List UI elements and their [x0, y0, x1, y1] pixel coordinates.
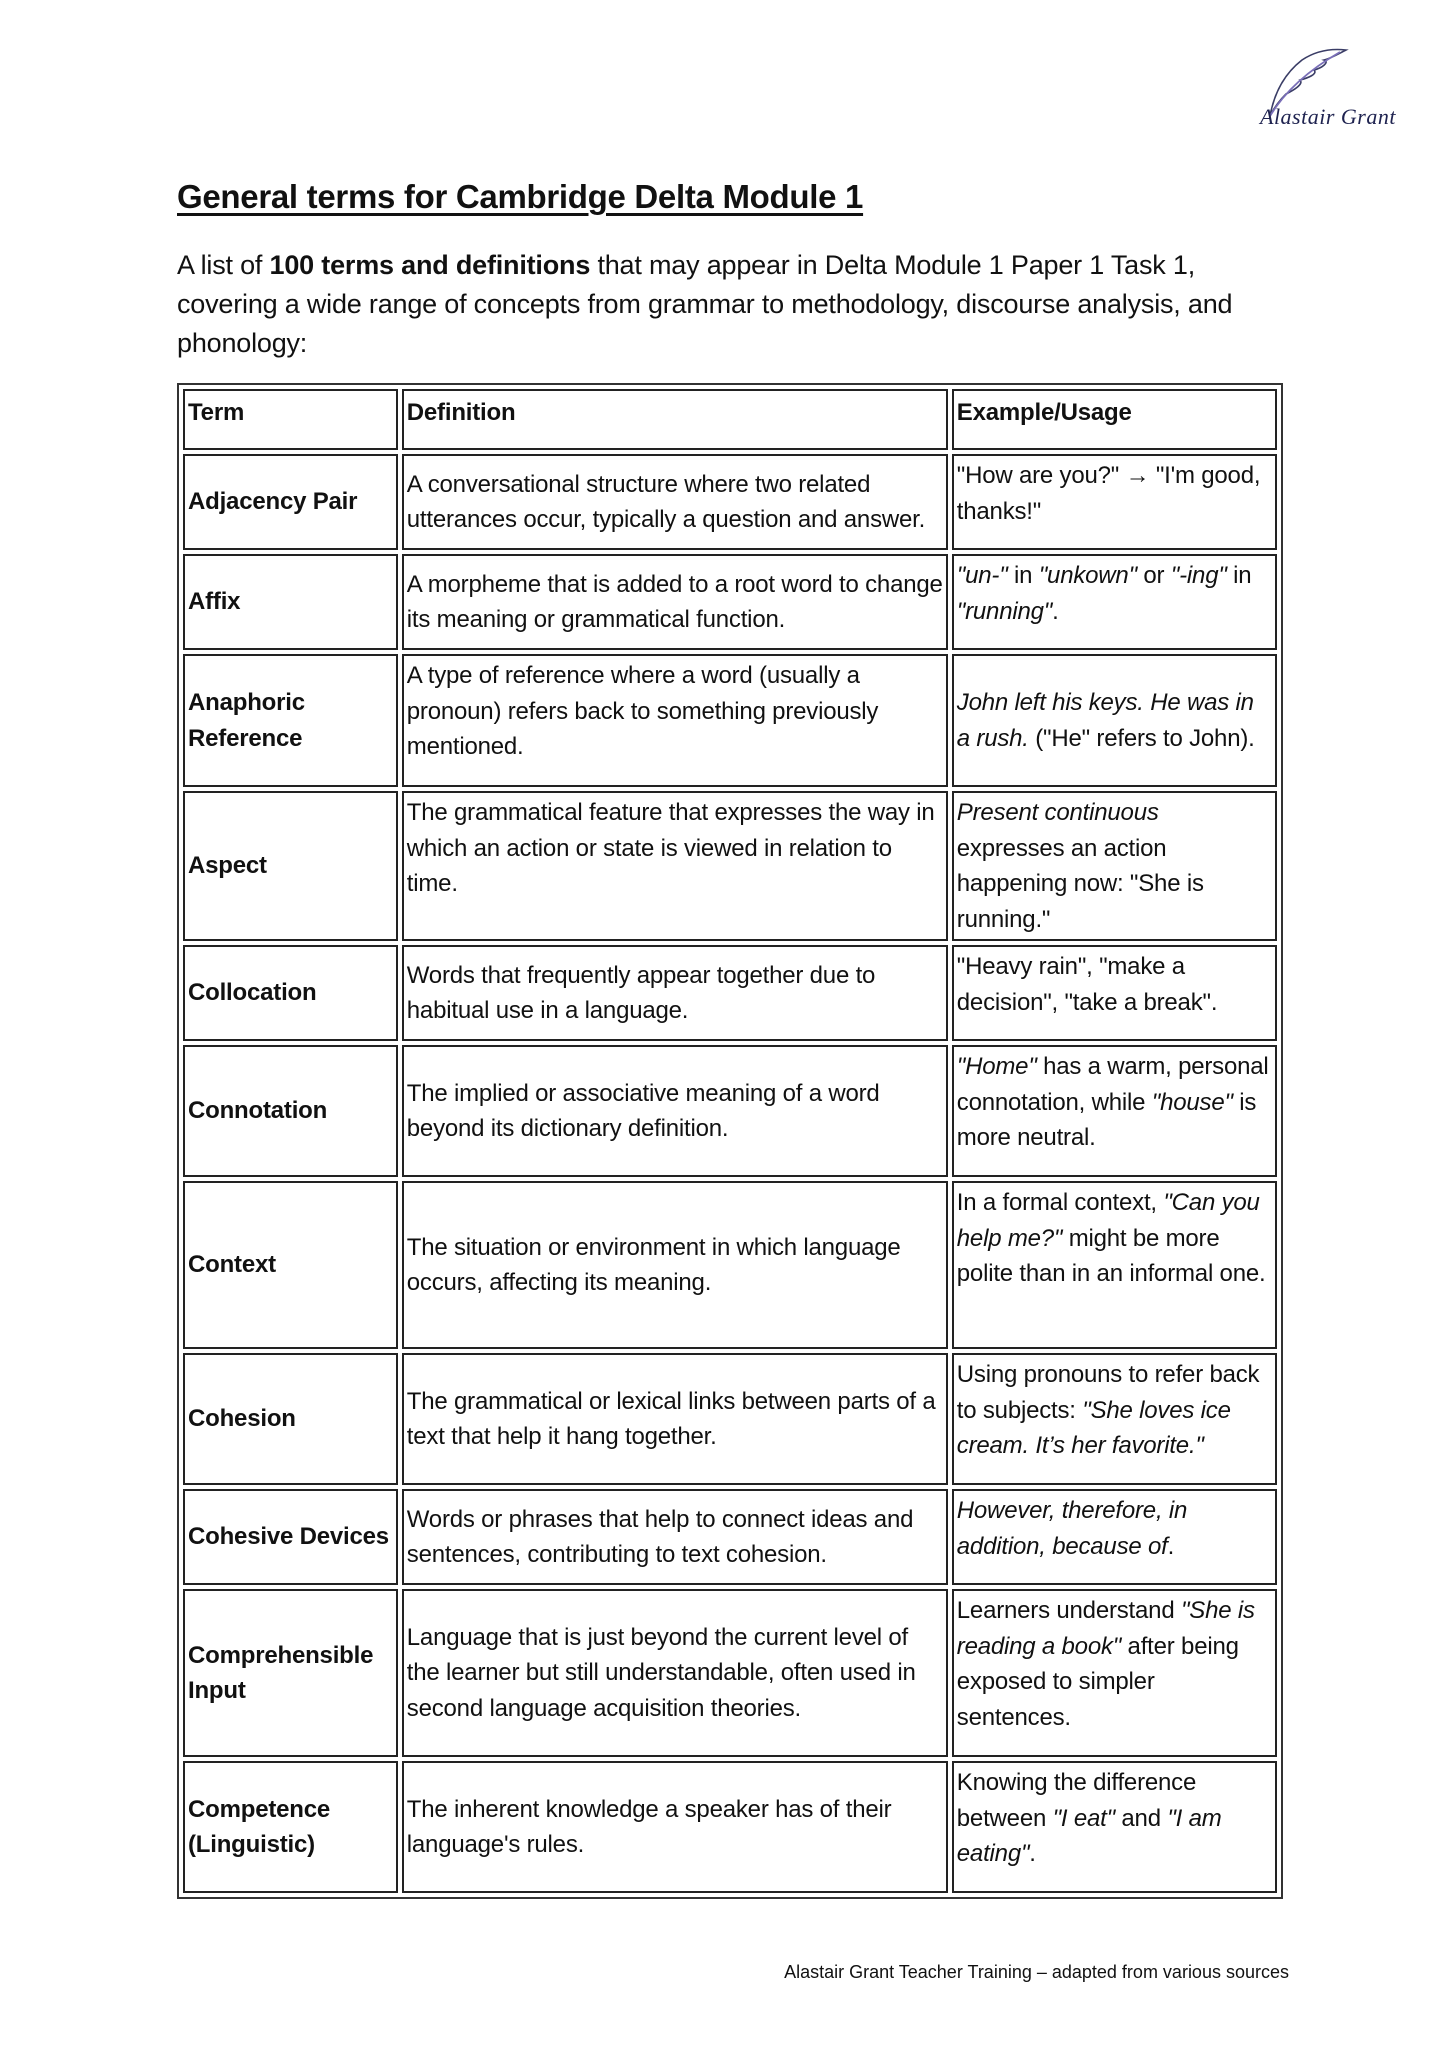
example-italic-text: "She is reading a book" [956, 1597, 1255, 1660]
table-row [183, 554, 1277, 650]
intro-prefix: A list of [177, 250, 270, 280]
example-cell [952, 454, 1277, 550]
table-row [183, 791, 1277, 941]
intro-suffix: that may appear in Delta Module 1 Paper 1 Task 1, covering a wide range of concepts from grammar to methodology, discourse analysis, and phonology: [177, 250, 1233, 358]
example-text: . [1052, 597, 1059, 625]
example-text: after being exposed to simpler sentences. [956, 1632, 1239, 1731]
example-italic-text: However, therefore, in addition, because of [956, 1497, 1188, 1560]
definition-cell: Words that frequently appear together due to habitual use in a language. [402, 945, 948, 1041]
definition-cell: A type of reference where a word (usually a pronoun) refers back to something previously mentioned. [402, 654, 948, 787]
example-text: is more neutral. [956, 1088, 1257, 1151]
term-cell: Comprehensible Input [183, 1589, 398, 1757]
example-text: In a formal context, [956, 1189, 1164, 1216]
example-cell [952, 1489, 1277, 1585]
example-cell [952, 1589, 1277, 1757]
term-cell: Competence (Linguistic) [183, 1761, 398, 1893]
table-row [183, 1489, 1277, 1585]
example-cell [952, 1353, 1277, 1485]
definition-cell: The situation or environment in which language occurs, affecting its meaning. [402, 1181, 948, 1349]
example-text: . [1029, 1840, 1036, 1867]
term-cell: Connotation [183, 1045, 398, 1177]
page-title: General terms for Cambridge Delta Module 1 [177, 178, 864, 215]
example-italic-text: "unkown" [1038, 562, 1137, 589]
logo-text: Alastair Grant [1260, 104, 1396, 129]
example-cell [952, 1761, 1277, 1893]
example-text: Using pronouns to refer back to subjects: [956, 1361, 1260, 1424]
example-cell [952, 654, 1277, 787]
definition-cell: The implied or associative meaning of a word beyond its dictionary definition. [402, 1045, 948, 1177]
example-text: Learners understand [956, 1597, 1181, 1624]
example-cell [952, 791, 1277, 941]
table-header-row [183, 389, 1277, 450]
example-cell [952, 1045, 1277, 1177]
definition-cell: The grammatical feature that expresses the way in which an action or state is viewed in relation to time. [402, 791, 948, 941]
example-text: "Heavy rain", "make a decision", "take a break". [956, 953, 1218, 1016]
example-italic-text: "-ing" [1170, 562, 1227, 589]
example-italic-text: "I am eating" [956, 1804, 1222, 1867]
table-row [183, 654, 1277, 787]
definition-cell: Words or phrases that help to connect ideas and sentences, contributing to text cohesion. [402, 1489, 948, 1585]
example-cell [952, 945, 1277, 1041]
header-term: Term [183, 389, 398, 450]
example-italic-text: "Can you help me?" [956, 1189, 1260, 1252]
term-cell: Adjacency Pair [183, 454, 398, 550]
definition-cell: A morpheme that is added to a root word to change its meaning or grammatical function. [402, 554, 948, 650]
header-definition: Definition [402, 389, 948, 450]
term-cell: Cohesion [183, 1353, 398, 1485]
example-text: in [1007, 562, 1039, 589]
example-italic-text: John left his keys. He was in a rush. [956, 689, 1254, 752]
table-row [183, 1181, 1277, 1349]
definition-cell: A conversational structure where two related utterances occur, typically a question and answer. [402, 454, 948, 550]
example-cell [952, 554, 1277, 650]
example-italic-text: "un-" [956, 562, 1008, 589]
term-cell: Anaphoric Reference [183, 654, 398, 787]
term-cell: Aspect [183, 791, 398, 941]
example-text: has a warm, personal connotation, while [956, 1053, 1269, 1116]
terms-table [177, 383, 1283, 1899]
definition-cell: The grammatical or lexical links between parts of a text that help it hang together. [402, 1353, 948, 1485]
example-text: Knowing the difference between [956, 1769, 1197, 1832]
example-text: or [1136, 562, 1171, 589]
definition-cell: Language that is just beyond the current level of the learner but still understandable, often used in second language acquisition theories. [402, 1589, 948, 1757]
term-cell: Collocation [183, 945, 398, 1041]
table-row [183, 1589, 1277, 1757]
table-row [183, 454, 1277, 550]
example-text: expresses an action happening now: "She is running." [956, 834, 1204, 933]
example-text: might be more polite than in an informal one. [956, 1224, 1266, 1287]
logo [1240, 44, 1415, 139]
example-text: . [1167, 1532, 1175, 1560]
term-cell: Affix [183, 554, 398, 650]
table-row [183, 1045, 1277, 1177]
example-italic-text: "I eat" [1052, 1804, 1115, 1832]
term-cell: Cohesive Devices [183, 1489, 398, 1585]
example-text: in [1226, 562, 1252, 589]
example-italic-text: "She loves ice cream. It’s her favorite." [956, 1396, 1231, 1459]
example-italic-text: "Home" [956, 1053, 1037, 1080]
example-text: and [1114, 1804, 1168, 1832]
definition-cell: The inherent knowledge a speaker has of their language's rules. [402, 1761, 948, 1893]
intro-bold: 100 terms and definitions [269, 250, 591, 280]
example-text: ("He" refers to John). [1028, 724, 1255, 752]
example-text: "How are you?" → "I'm good, thanks!" [956, 462, 1261, 525]
table-row [183, 1761, 1277, 1893]
header-example: Example/Usage [952, 389, 1277, 450]
example-cell [952, 1181, 1277, 1349]
example-italic-text: Present continuous [956, 799, 1159, 826]
example-italic-text: "running" [956, 597, 1053, 625]
table-row [183, 945, 1277, 1041]
intro-paragraph [177, 246, 1287, 363]
footer-credit: Alastair Grant Teacher Training – adapted from various sources [784, 1962, 1289, 1982]
term-cell: Context [183, 1181, 398, 1349]
example-italic-text: "house" [1151, 1088, 1233, 1116]
table-row [183, 1353, 1277, 1485]
